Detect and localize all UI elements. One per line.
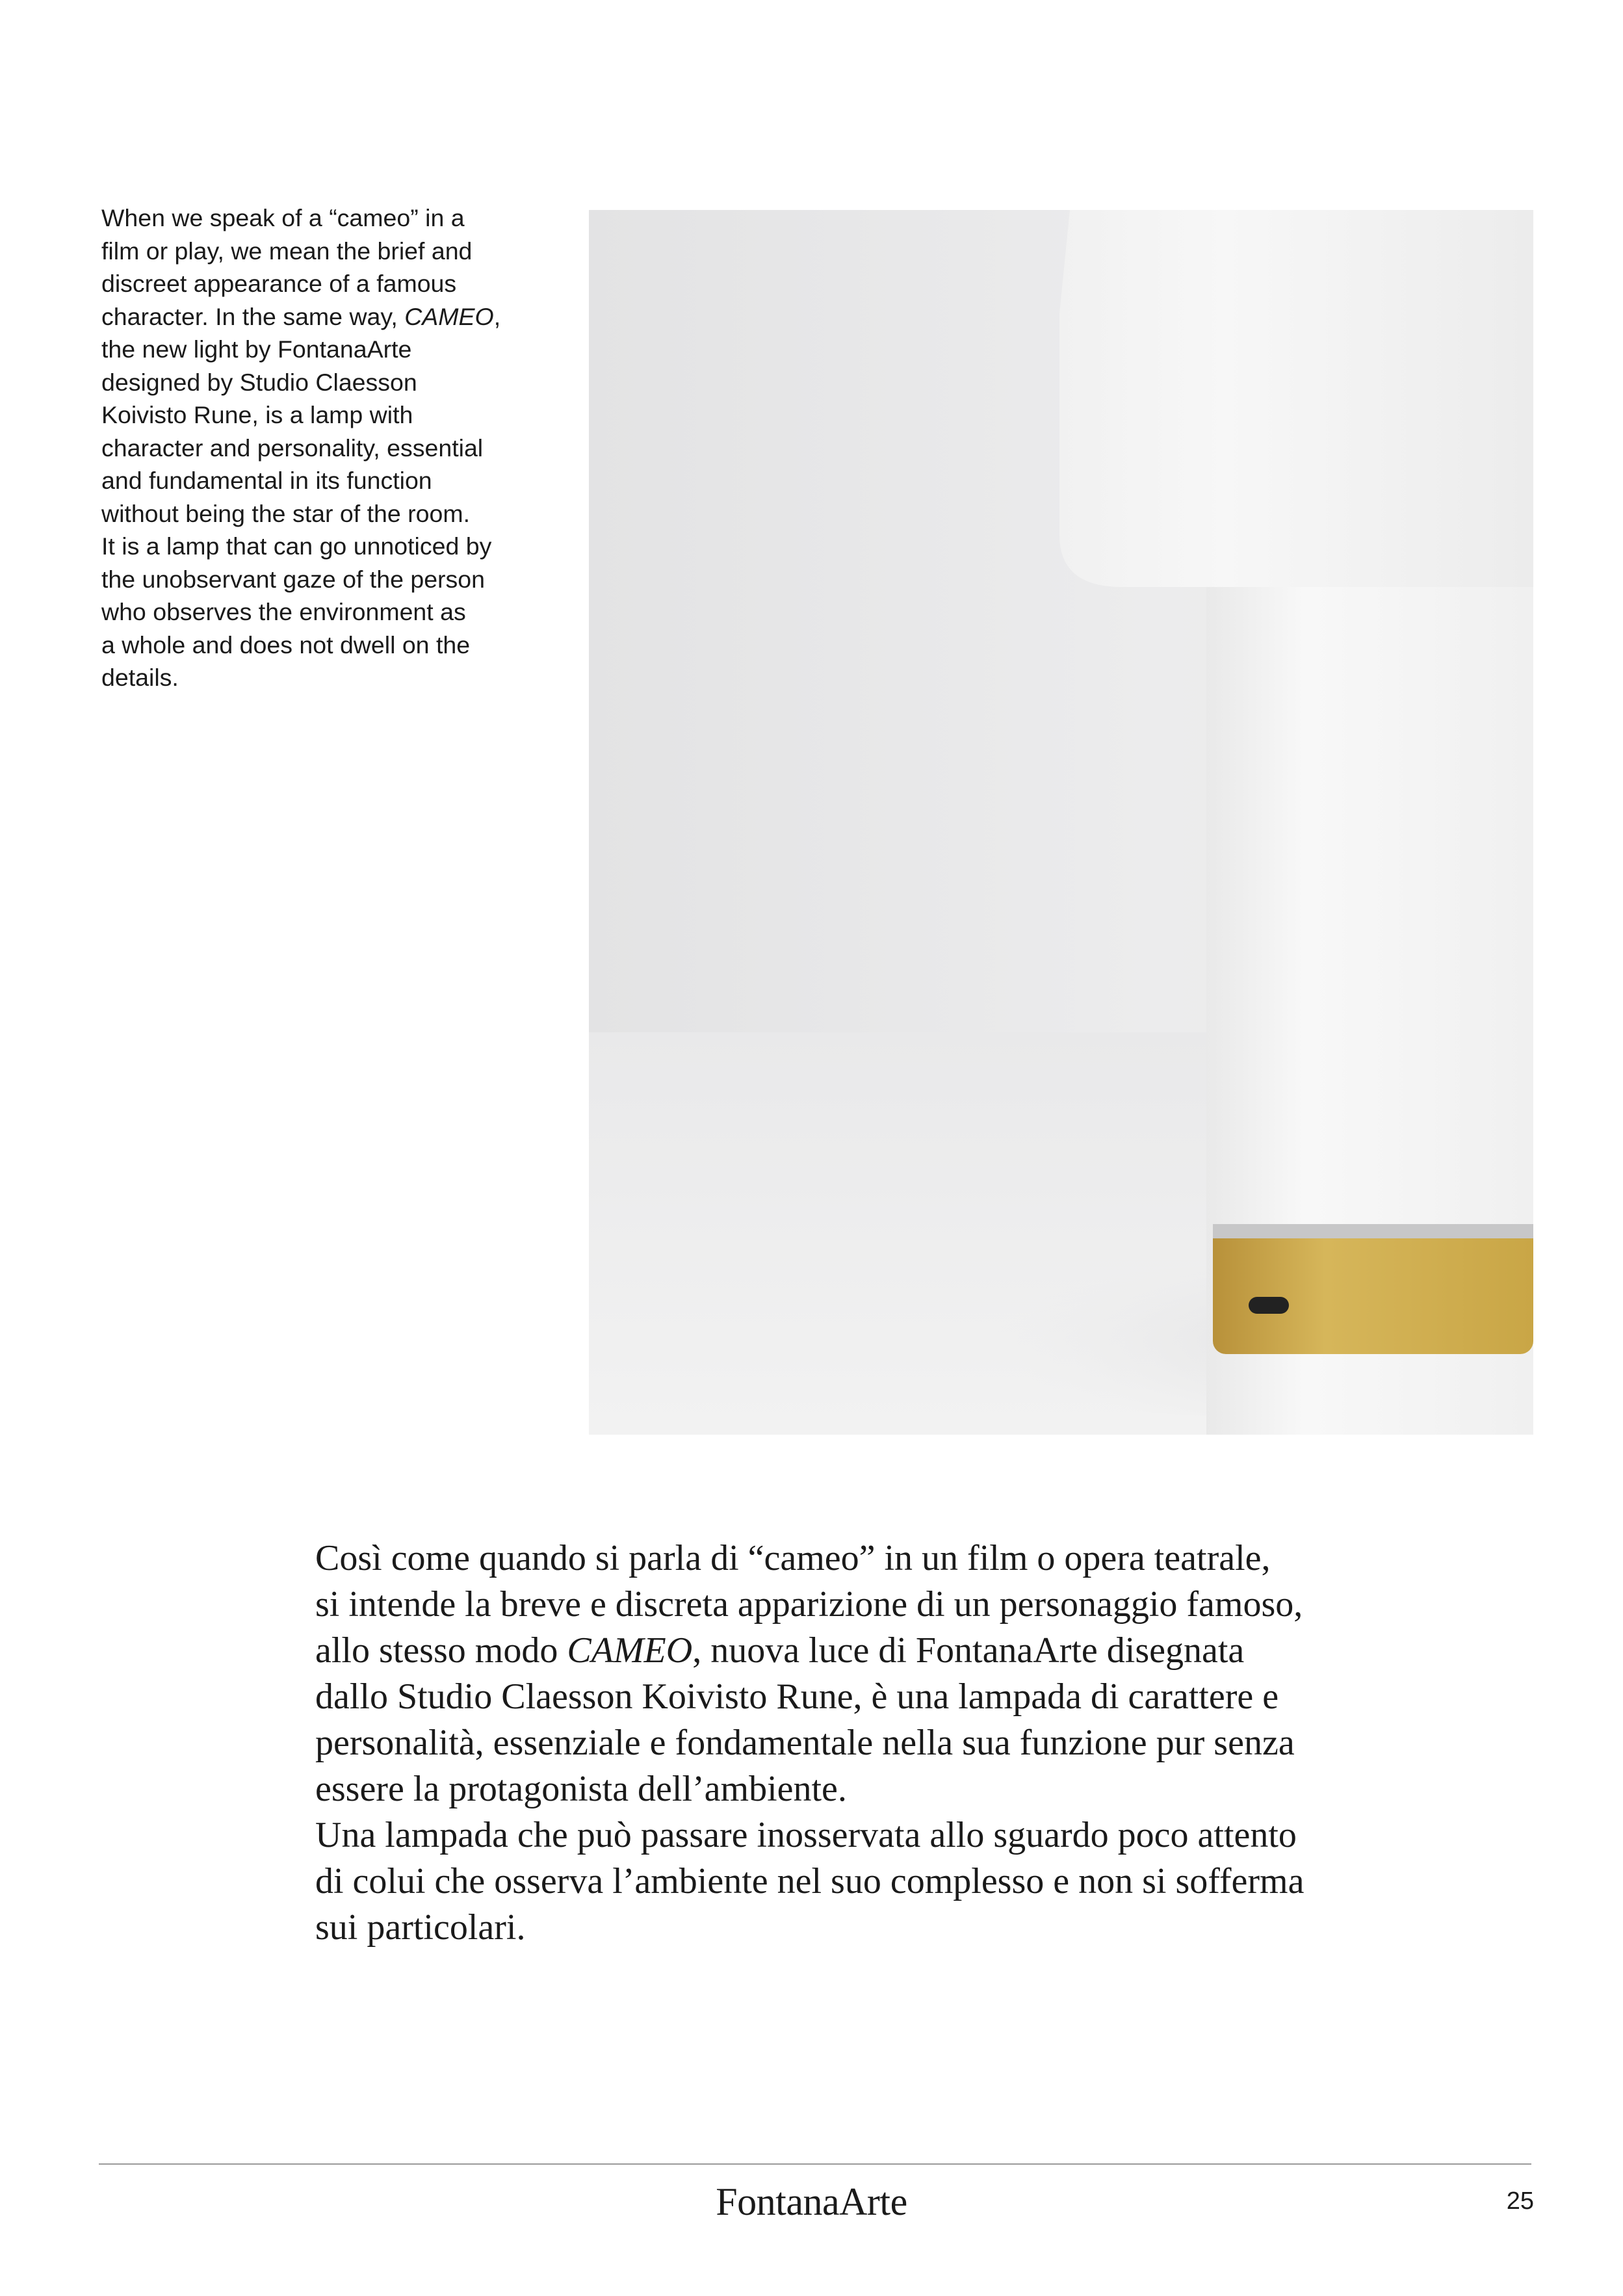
italian-text-part-1: Così come quando si parla di “cameo” in un film o opera teatrale, si intende la breve e discreta apparizione di un personaggio famoso, allo stesso modo bbox=[315, 1538, 1303, 1671]
english-product-name: CAMEO bbox=[404, 302, 494, 330]
usb-port bbox=[1249, 1297, 1289, 1314]
lamp-base-ring bbox=[1213, 1224, 1533, 1354]
page-number: 25 bbox=[1506, 2187, 1534, 2215]
english-description bbox=[101, 202, 569, 694]
footer-divider bbox=[99, 2163, 1531, 2165]
english-text-part-2: , the new light by FontanaArte designed by Studio Claesson Koivisto Rune, is a lamp with character and personality, essential and fundamental in its function without being the star of the room. It is a lamp that can go unnoticed by the unobservant gaze of the person who observes the environment as a whole and does not dwell on the details. bbox=[101, 302, 501, 691]
italian-description bbox=[315, 1535, 1531, 1951]
lamp-shade bbox=[1059, 210, 1533, 587]
italian-product-name: CAMEO bbox=[567, 1630, 693, 1671]
lamp-silver-band bbox=[1213, 1224, 1533, 1238]
english-text-part-1: When we speak of a “cameo” in a film or play, we mean the brief and discreet appearance of a famous character. In the same way, bbox=[101, 204, 473, 330]
brand-logo: FontanaArte bbox=[716, 2180, 907, 2223]
product-photo-cameo-lamp bbox=[589, 210, 1533, 1435]
italian-text-part-2: , nuova luce di FontanaArte disegnata dallo Studio Claesson Koivisto Rune, è una lampada di carattere e personalità, essenziale e fondamentale nella sua funzione pur senza essere la protagonista dell’ambiente. Una lampada che può passare inosservata allo sguardo poco attento di colui che osserva l’ambiente nel suo complesso e non si sofferma sui particolari. bbox=[315, 1630, 1305, 1948]
